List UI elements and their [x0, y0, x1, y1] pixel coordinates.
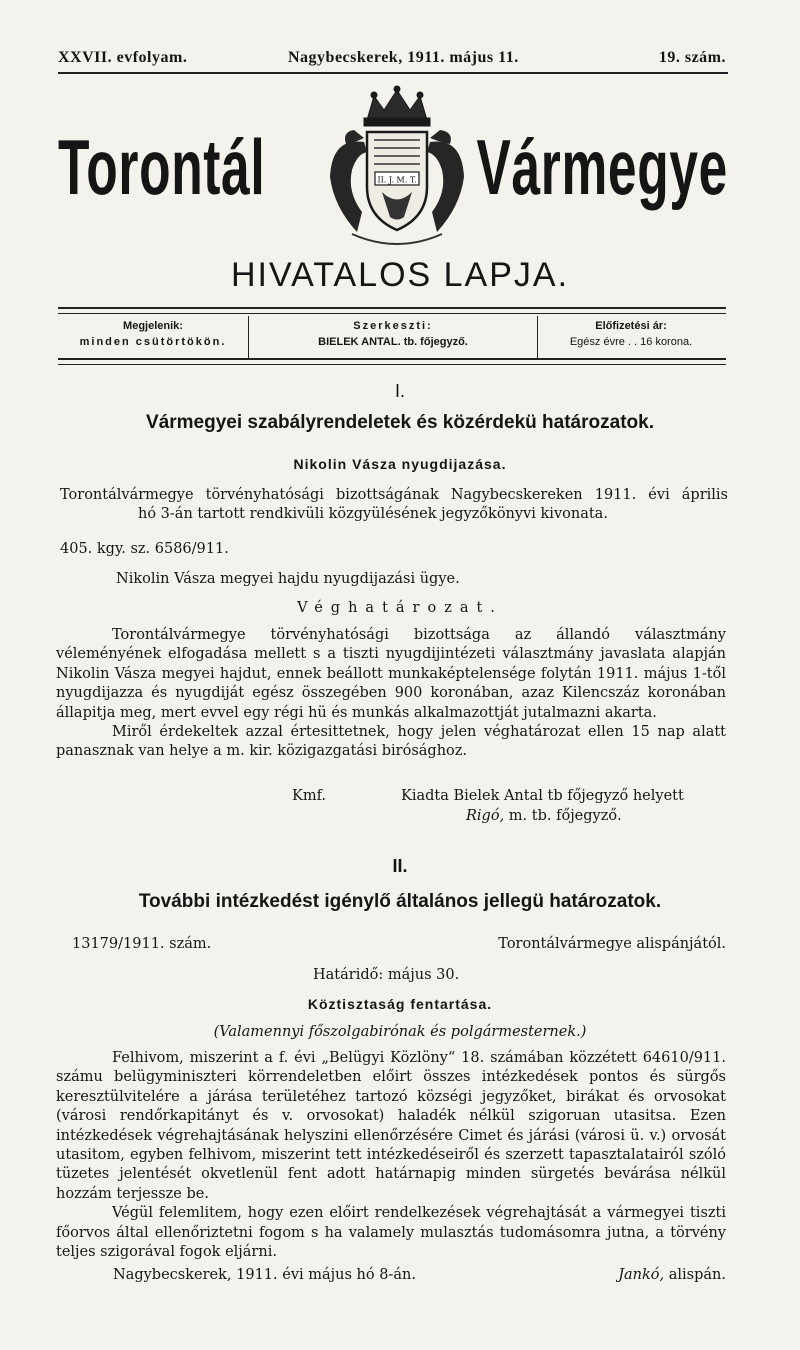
masthead-subtitle: HIVATALOS LAPJA. [230, 256, 570, 294]
reference-number: 405. kgy. sz. 6586/911. [60, 541, 229, 557]
section-2-title: További intézkedést igénylő általános jellegü határozatok. [138, 891, 662, 912]
editor-value: BIELEK ANTAL. tb. főjegyző. [318, 336, 468, 348]
place-date: Nagybecskerek, 1911. május 11. [288, 49, 519, 66]
price-value: Egész évre . . 16 korona. [569, 336, 693, 348]
price-label: Előfizetési ár: [595, 320, 667, 332]
info-bar [58, 316, 726, 356]
order-paragraph-1: Felhivom, miszerint a f. évi „Belügyi Közlöny“ 18. számában közzétett 64610/911. számu belügyminiszteri körrendeletben előirt összes intézkedések pontos és sürgős keresztülvitelére a járása területéhez tartozó községi jegyzőket, birákat és orvosokat (városi rendőrkapitányt és v. orvosokat) haladék nélkül szigoruan utasitsa. Ezen intézkedések végrehajtásának helyszini ellenőrzésére Cimet és járási (városi ü. v.) orvosát utasitom, egyben felhivom, miszerint tett intézkedéseiről és szerzett tapasztalatairól szóló tüzetes jelentését okvetlenül fent adott határnapig minden sürgetés bevárása nélkül hozzám terjessze be. [56, 1050, 726, 1202]
publishes-value: minden csütörtökön. [79, 336, 227, 348]
section-1-body [56, 626, 726, 762]
info-bar-bottom-rule [58, 358, 726, 365]
section-1-signer-title: m. tb. főjegyző. [508, 808, 622, 824]
section-2-numeral: II. [392, 856, 408, 876]
section-2-signer-title: alispán. [668, 1267, 726, 1283]
issue-header [58, 49, 726, 71]
section-2-signature [618, 1266, 726, 1285]
editor-box [248, 316, 538, 358]
addressees: (Valamennyi főszolgabirónak és polgármesternek.) [213, 1024, 587, 1040]
issue-number: 19. szám. [658, 49, 726, 66]
publishes-label: Megjelenik: [123, 320, 183, 332]
coat-of-arms-icon [312, 82, 482, 252]
publishes-box [58, 316, 248, 358]
deadline: Határidő: május 30. [313, 967, 460, 983]
section-1-title: Vármegyei szabályrendeletek és közérdekü határozatok. [146, 412, 654, 433]
date-line: Nagybecskerek, 1911. évi május hó 8-án. [113, 1267, 416, 1283]
section-2-body [56, 1049, 726, 1262]
masthead-right-word: Vármegye [476, 123, 728, 211]
section-2-signer-name: Jankó, [618, 1267, 665, 1283]
case-title: Nikolin Vásza megyei hajdu nyugdijazási ügye. [116, 571, 460, 587]
kmf-label: Kmf. [292, 788, 327, 804]
crest-label: II. J. M. T. [377, 175, 417, 185]
masthead-left-word: Torontál [58, 123, 266, 211]
volume-label: XXVII. evfolyam. [58, 49, 188, 66]
editor-label: Szerkeszti: [353, 320, 433, 332]
section-1-signer-name: Rigó, [466, 808, 505, 824]
decision-paragraph-1: Torontálvármegye törvényhatósági bizottsága az állandó választmány véleményének elfogadása mellett s a tiszti nyugdijintézeti választmány javaslata alapján Nikolin Vásza megyei hajdut, ennek beállott munkaképtelensége folytán 1911. május 1-től nyugdijazza és nyugdiját egész összegében 900 koronában, azaz Kilencszáz koronában állapitja meg, mert evvel egy régi hü és munkás alkalmazottját jutalmazni akarta. [56, 627, 726, 721]
intro-line-2: hó 3-án tartott rendkivüli közgyülésének jegyzőkönyvi kivonata. [138, 506, 608, 522]
section-2-subtitle: Köztisztaság fentartása. [307, 996, 493, 1012]
section-1-signature [466, 807, 622, 826]
crown-icon [364, 86, 430, 126]
section-1-subtitle: Nikolin Vásza nyugdijazása. [293, 456, 507, 472]
section-1-numeral: I. [394, 381, 405, 401]
order-paragraph-2: Végül felemlitem, hogy ezen előirt rendelkezések végrehajtását a vármegyei tiszti főorvos által ellenőriztetni fogom s ha valamely mulasztás tudomásomra jutna, a törvény teljes szigorával fogok eljárni. [56, 1205, 726, 1261]
document-number: 13179/1911. szám. [72, 936, 212, 952]
issuer: Torontálvármegye alispánjától. [498, 936, 726, 952]
header-rule [58, 72, 728, 74]
issued-by: Kiadta Bielek Antal tb főjegyző helyett [401, 788, 684, 804]
price-box [536, 316, 726, 358]
intro-line-1: Torontálvármegye törvényhatósági bizottságának Nagybecskereken 1911. évi április [60, 487, 728, 503]
info-bar-top-rule [58, 307, 726, 314]
decision-paragraph-2: Miről érdekeltek azzal értesittetnek, hogy jelen véghatározat ellen 15 nap alatt panasznak van helye a m. kir. közigazgatási birósághoz. [56, 724, 726, 760]
decision-heading: Véghatározat. [297, 600, 503, 616]
